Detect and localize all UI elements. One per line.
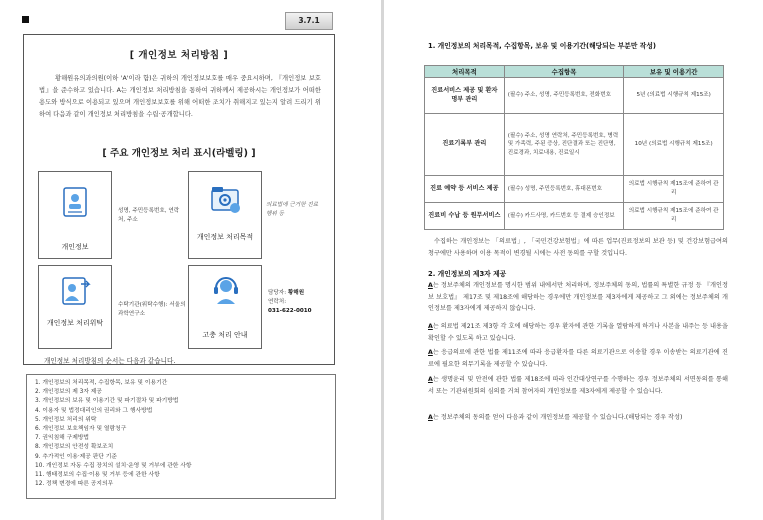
paragraph: A는 응급의료에 관한 법률 제11조에 따라 응급환자를 다른 의료기관으로 이송할 경우 이송받는 의료기관에 진료에 필요한 의무기록을 제공할 수 있습니다. — [428, 349, 728, 368]
table-cell: (필수) 주소, 성명, 주민등록번호, 전화번호 — [504, 78, 624, 114]
toc-item: 1. 개인정보의 처리목적, 수집항목, 보유 및 이용기간 — [35, 380, 168, 386]
toc-item: 11. 행태정보의 수집·이용 및 거부 등에 관한 사항 — [35, 472, 160, 479]
left-page — [0, 0, 381, 520]
org-abbrev: A — [428, 323, 433, 330]
labeling-title: [ 주요 개인정보 처리 표시(라벨링) ] — [102, 148, 256, 159]
table-cell: 진료비 수납 등 원무서비스 — [425, 203, 505, 230]
headset-icon — [211, 274, 241, 306]
contact-person-label: 담당자: — [268, 290, 287, 296]
table-header: 보유 및 이용기간 — [624, 66, 724, 78]
labeling-grid — [38, 171, 320, 361]
corner-mark — [22, 16, 29, 23]
table-cell: (필수) 성명, 주민등록번호, 휴대폰번호 — [504, 176, 624, 203]
table-cell: 진료 예약 등 서비스 제공 — [425, 176, 505, 203]
section-heading-1: 1. 개인정보의 처리목적, 수집항목, 보유 및 이용기간(해당되는 부분만 작성) — [428, 42, 657, 50]
label-caption: 고충 처리 안내 — [202, 331, 248, 339]
label-desc: 수탁기관(위탁수행): 서울의과학연구소 — [118, 302, 186, 317]
label-caption: 개인정보 처리목적 — [196, 233, 254, 241]
toc-item: 3. 개인정보의 보유 및 이용기간 및 파기절차 및 파기방법 — [35, 398, 179, 405]
table-cell: 의료법 시행규칙 제15조에 준하여 관리 — [624, 176, 724, 203]
contact-person-name: 황해원 — [287, 290, 305, 296]
toc-item: 8. 개인정보의 안전성 확보조치 — [35, 444, 114, 451]
table-cell: (필수) 주소, 성명 연락처, 주민등록번호, 병력 및 가족력, 주된 증상, 진단결과 또는 진단명, 진료경과, 치료내용, 진료일시 — [504, 114, 624, 176]
table-cell: 10년 (의료법 시행규칙 제15조) — [624, 114, 724, 176]
toc-item: 7. 권익침해 구제방법 — [35, 435, 90, 442]
table-row — [425, 203, 724, 230]
paragraph: A는 의료법 제21조 제3항 각 호에 해당하는 경우 환자에 관한 기록을 열람하게 하거나 사본을 내주는 등 내용을 확인할 수 있도록 하고 있습니다. — [428, 323, 728, 342]
label-desc: 성명, 주민등록번호, 연락처, 주소 — [118, 208, 180, 223]
toc-item: 2. 개인정보의 제 3자 제공 — [35, 389, 102, 396]
toc-item: 9. 추가적인 이용·제공 판단 기준 — [35, 453, 117, 460]
org-abbrev: A — [428, 376, 433, 383]
policy-title: [ 개인정보 처리방침 ] — [129, 50, 229, 61]
table-row — [425, 176, 724, 203]
contact-phone-label: 연락처: — [268, 299, 287, 305]
table-header: 처리목적 — [425, 66, 505, 78]
label-personal-info — [38, 171, 112, 259]
org-abbrev: A — [428, 414, 433, 421]
paragraph: A는 정보주체의 개인정보를 명시한 범위 내에서만 처리하며, 정보주체의 동의, 법률의 특별한 규정 등 『개인정보 보호법』 제17조 및 제18조에 해당하는 경우에만 개인정보를 제3자에게 제공하고 그 외에는 정보주체의 개인정보를 제3자에게 제공하지 않습니다. — [428, 282, 728, 312]
label-caption: 개인정보 처리위탁 — [46, 319, 104, 327]
gear-folder-icon — [209, 182, 243, 216]
table-of-contents — [26, 374, 336, 499]
table-cell: 진료기록부 관리 — [425, 114, 505, 176]
toc-item: 6. 개인정보 보호책임자 및 열람청구 — [35, 426, 127, 433]
label-desc: 의료법에 근거한 진료행위 등 — [266, 202, 319, 217]
contact-phone: 031-622-0010 — [268, 308, 312, 314]
table-header: 수집항목 — [504, 66, 624, 78]
toc-item: 4. 이용자 및 법정대리인의 권리와 그 행사방법 — [35, 407, 153, 414]
person-document-icon — [59, 274, 93, 308]
toc-item: 5. 개인정보 처리의 위탁 — [35, 416, 97, 423]
paragraph: A는 생명윤리 및 안전에 관한 법률 제18조에 따라 인간대상연구를 수행하는 경우 정보주체의 서면동의를 통해서 또는 기관위원회의 심의를 거쳐 참여자의 개인정보를 제3자에게 제공할 수 있습니다. — [428, 376, 728, 395]
label-consignment — [38, 265, 112, 349]
toc-item: 12. 정책 변경에 따른 공지의무 — [35, 481, 114, 488]
label-caption: 개인정보 — [61, 243, 89, 251]
policy-intro: 황해원유의과의원(이하 'A'이라 함)은 귀하의 개인정보보호를 매우 중요시하며, 『개인정보 보호법』을 준수하고 있습니다. A는 개인정보 처리방침을 통하여 귀하께서 제공하시는 개인정보가 어떠한 용도와 방식으로 이용되고 있으며 개인정보보호를 위해 어떠한 조치가 취해지고 있는지 알려 드리기 위하여 다음과 같이 개인정보 처리방침을 수립·공개합니다. — [39, 75, 321, 118]
right-page — [384, 0, 763, 520]
collection-note: 수집하는 개인정보는 「의료법」, 「국민건강보험법」에 따른 업무(진료정보의 보관 등) 및 건강보험급여의 청구에만 사용하며 이용 목적이 변경될 시에는 사전 동의를 구할 것입니다. — [428, 238, 728, 257]
table-row — [425, 78, 724, 114]
section-tag: 3.7.1 — [285, 12, 333, 30]
label-grievance — [188, 265, 262, 349]
label-purpose — [188, 171, 262, 259]
purpose-table — [424, 65, 724, 230]
table-cell: 5년 (의료법 시행규칙 제15조) — [624, 78, 724, 114]
table-cell: (필수) 카드사명, 카드번호 등 결제 승인정보 — [504, 203, 624, 230]
table-row — [425, 114, 724, 176]
document-icon — [61, 186, 91, 220]
section-heading-2: 2. 개인정보의 제3자 제공 — [428, 270, 507, 278]
table-header-row — [425, 66, 724, 78]
label-desc — [268, 289, 324, 316]
table-cell: 의료법 시행규칙 제15조에 준하여 관리 — [624, 203, 724, 230]
policy-frame — [23, 34, 335, 365]
order-text: 개인정보 처리방침의 순서는 다음과 같습니다. — [44, 357, 176, 365]
org-abbrev: A — [428, 282, 433, 289]
toc-item: 10. 개인정보 자동 수집 장치의 설치·운영 및 거부에 관한 사항 — [35, 462, 192, 469]
paragraph: A는 정보주체의 동의를 얻어 다음과 같이 개인정보를 제공할 수 있습니다.(해당되는 경우 작성) — [428, 414, 683, 421]
table-cell: 진료서비스 제공 및 환자 명부 관리 — [425, 78, 505, 114]
org-abbrev: A — [428, 349, 433, 356]
